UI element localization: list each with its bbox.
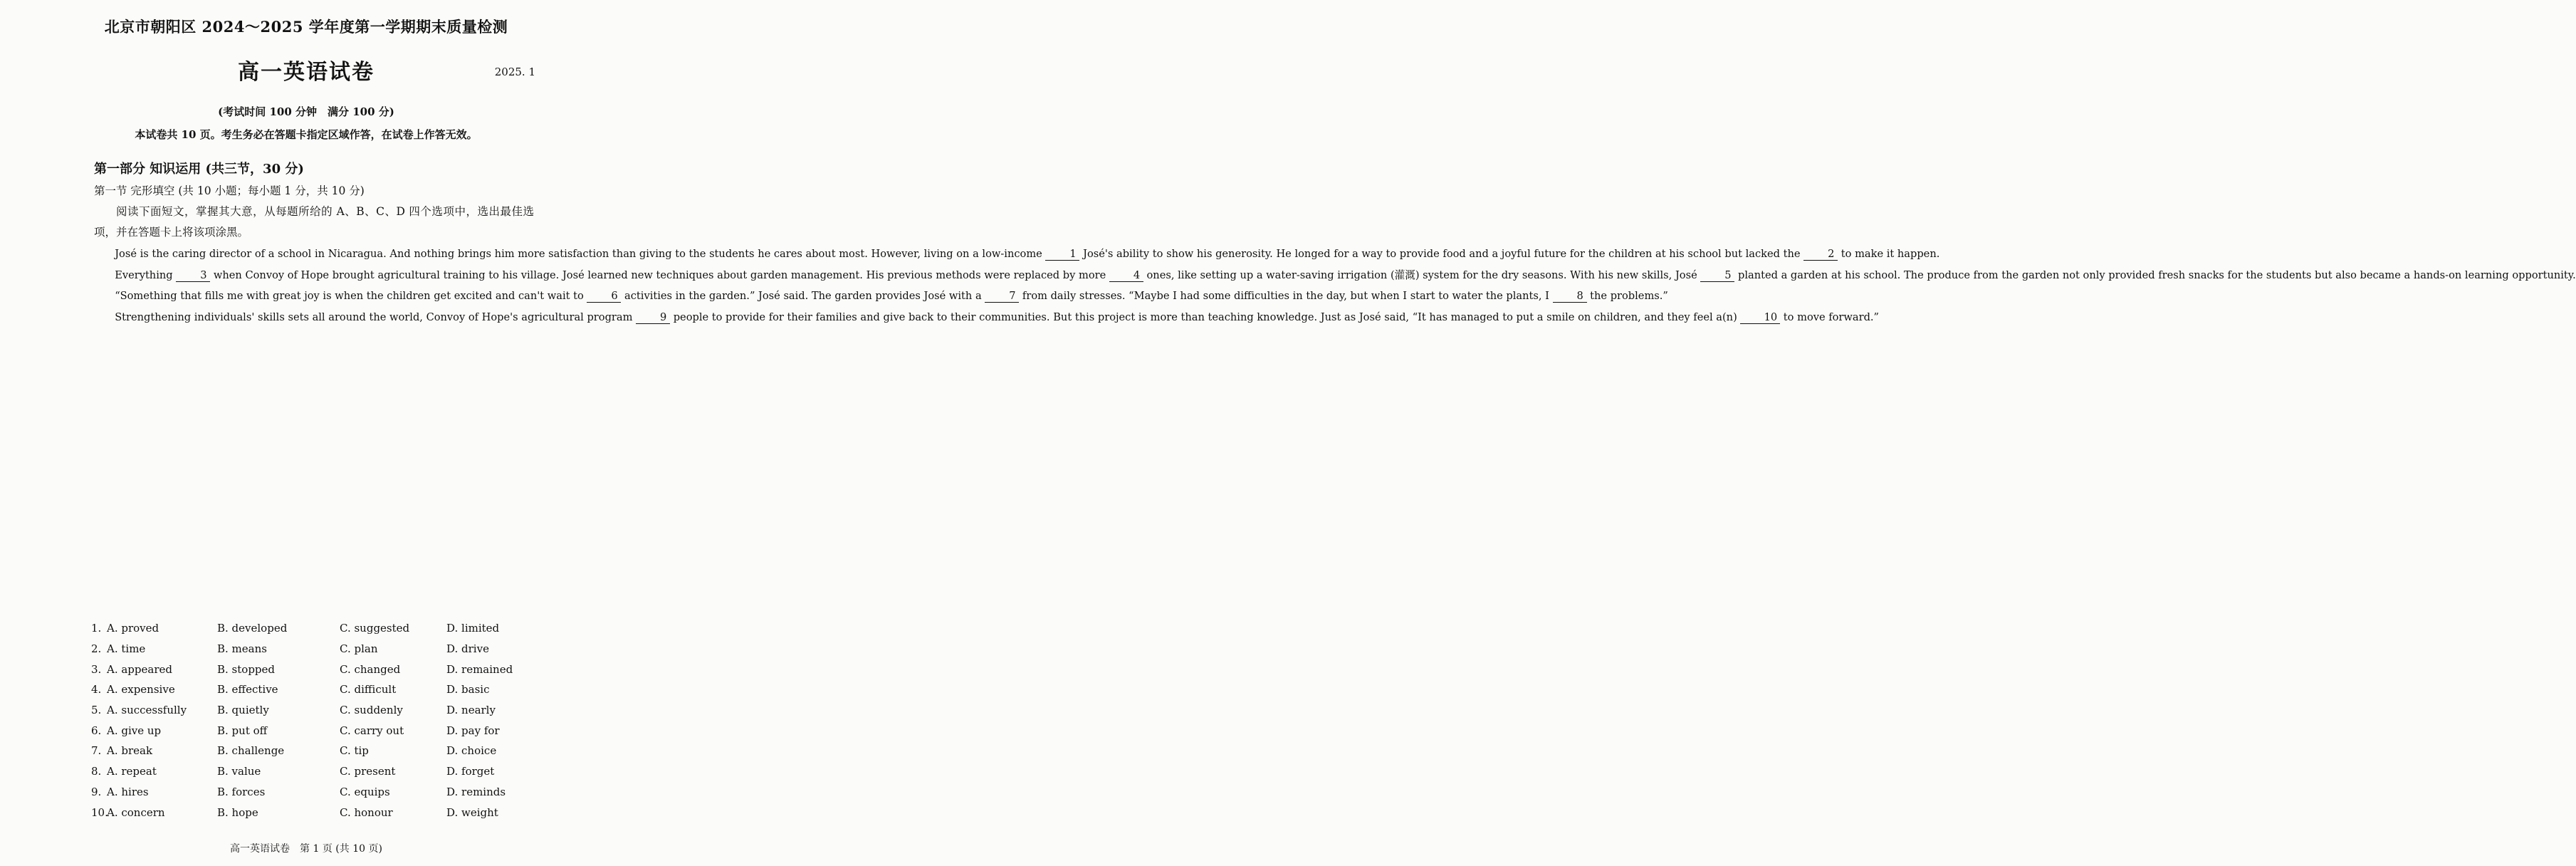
page-footer: 高一英语试卷 第 1 页 (共 10 页)	[230, 843, 382, 855]
question-number: 2.	[91, 642, 102, 656]
option-a: A. break	[107, 744, 153, 758]
option-b: B. effective	[217, 683, 278, 697]
question-row	[91, 782, 547, 803]
time-info: (考试时间 100 分钟 满分 100 分)	[218, 105, 394, 118]
question-number: 3.	[91, 662, 102, 676]
question-row	[91, 659, 547, 679]
question-row	[91, 618, 547, 639]
option-d: D. remained	[446, 662, 513, 676]
cloze-blank: 9	[636, 312, 670, 324]
passage-paragraph	[94, 286, 1668, 307]
option-a: A. proved	[107, 622, 159, 635]
option-c: C. carry out	[340, 724, 404, 737]
option-d: D. forget	[446, 765, 495, 778]
passage-text: the problems.”	[1586, 290, 1668, 303]
question-number: 9.	[91, 785, 102, 798]
question-row	[91, 761, 547, 782]
option-b: B. forces	[217, 785, 266, 798]
option-c: C. honour	[340, 805, 393, 819]
passage-text: activities in the garden.” José said. The garden provides José with a	[621, 290, 985, 303]
cloze-blank: 3	[176, 270, 210, 282]
cloze-passage	[94, 244, 2576, 328]
option-a: A. expensive	[107, 683, 175, 697]
option-b: B. hope	[217, 805, 258, 819]
option-a: A. hires	[107, 785, 149, 798]
paper-title: 高一英语试卷	[238, 60, 375, 85]
cloze-blank: 1	[1045, 249, 1079, 261]
cloze-blank: 10	[1740, 312, 1780, 324]
passage-text: to make it happen.	[1838, 248, 1940, 260]
question-row	[91, 802, 547, 823]
option-a: A. concern	[107, 805, 165, 819]
question-number: 8.	[91, 765, 102, 778]
option-c: C. tip	[340, 744, 369, 758]
passage-text: when Convoy of Hope brought agricultural training to his village. José learned new techniques about garden management. His previous methods were replaced by more	[210, 268, 1109, 281]
option-b: B. quietly	[217, 704, 269, 717]
question-row	[91, 639, 547, 659]
question-number: 1.	[91, 622, 102, 635]
option-b: B. means	[217, 642, 267, 656]
options-table	[91, 618, 547, 823]
option-c: C. difficult	[340, 683, 397, 697]
cloze-blank: 8	[1553, 291, 1587, 303]
section-title: 第一节 完形填空 (共 10 小题；每小题 1 分，共 10 分)	[94, 184, 365, 197]
option-d: D. basic	[446, 683, 490, 697]
option-c: C. present	[340, 765, 396, 778]
option-b: B. put off	[217, 724, 268, 737]
passage-text: ones, like setting up a water-saving irrigation (灌溉) system for the dry seasons. With his new skills, José	[1143, 268, 1701, 281]
passage-text: José's ability to show his generosity. He longed for a way to provide food and a joyful future for the children at his school but lacked the	[1079, 248, 1804, 260]
exam-title: 北京市朝阳区 2024～2025 学年度第一学期期末质量检测	[104, 18, 508, 36]
cloze-blank: 4	[1109, 270, 1143, 282]
cloze-blank: 5	[1700, 270, 1734, 282]
option-d: D. limited	[446, 622, 500, 635]
question-row	[91, 679, 547, 700]
cloze-blank: 2	[1803, 249, 1838, 261]
option-d: D. weight	[446, 805, 498, 819]
exam-date: 2025. 1	[494, 66, 535, 78]
option-d: D. reminds	[446, 785, 506, 798]
option-a: A. appeared	[107, 662, 172, 676]
option-d: D. nearly	[446, 704, 496, 717]
option-c: C. changed	[340, 662, 401, 676]
passage-text: Everything	[115, 268, 177, 281]
cloze-blank: 6	[587, 291, 621, 303]
option-a: A. time	[107, 642, 146, 656]
option-d: D. drive	[446, 642, 489, 656]
option-a: A. repeat	[107, 765, 157, 778]
question-number: 6.	[91, 724, 102, 737]
option-c: C. suddenly	[340, 704, 403, 717]
option-b: B. developed	[217, 622, 288, 635]
question-row	[91, 741, 547, 761]
passage-text: from daily stresses. “Maybe I had some difficulties in the day, but when I start to water the plants, I	[1019, 290, 1553, 303]
question-number: 10.	[91, 805, 108, 819]
passage-text: José is the caring director of a school in Nicaragua. And nothing brings him more satisfaction than giving to the students he cares about most. However, living on a low-income	[115, 248, 1046, 260]
passage-text: to move forward.”	[1780, 311, 1880, 323]
option-b: B. value	[217, 765, 261, 778]
question-number: 4.	[91, 683, 102, 697]
passage-text: people to provide for their families and give back to their communities. But this project is more than teaching knowledge. Just as José said, “It has managed to put a smile on children, and they feel a(n)	[670, 311, 1741, 323]
question-number: 5.	[91, 704, 102, 717]
cloze-blank: 7	[985, 291, 1019, 303]
option-c: C. equips	[340, 785, 390, 798]
passage-paragraph	[94, 244, 1940, 265]
instruction: 阅读下面短文，掌握其大意，从每题所给的 A、B、C、D 四个选项中，选出最佳选项，并在答题卡上将该项涂黑。	[94, 205, 534, 239]
passage-text: planted a garden at his school. The produce from the garden not only provided fresh snacks for the students but also became a hands-on learning opportunity.	[1734, 268, 2576, 281]
option-c: C. suggested	[340, 622, 410, 635]
option-b: B. stopped	[217, 662, 275, 676]
question-number: 7.	[91, 744, 102, 758]
passage-paragraph	[94, 307, 1880, 328]
question-row	[91, 700, 547, 721]
question-row	[91, 720, 547, 741]
option-a: A. successfully	[107, 704, 187, 717]
exam-notice: 本试卷共 10 页。考生务必在答题卡指定区域作答，在试卷上作答无效。	[135, 128, 478, 141]
passage-text: “Something that fills me with great joy is when the children get excited and can't wait to	[115, 290, 587, 303]
passage-paragraph	[94, 265, 2576, 286]
option-d: D. choice	[446, 744, 497, 758]
option-a: A. give up	[107, 724, 162, 737]
passage-text: Strengthening individuals' skills sets all around the world, Convoy of Hope's agricultural program	[115, 311, 637, 323]
option-b: B. challenge	[217, 744, 285, 758]
part-title: 第一部分 知识运用 (共三节，30 分)	[94, 162, 304, 177]
option-d: D. pay for	[446, 724, 500, 737]
option-c: C. plan	[340, 642, 378, 656]
